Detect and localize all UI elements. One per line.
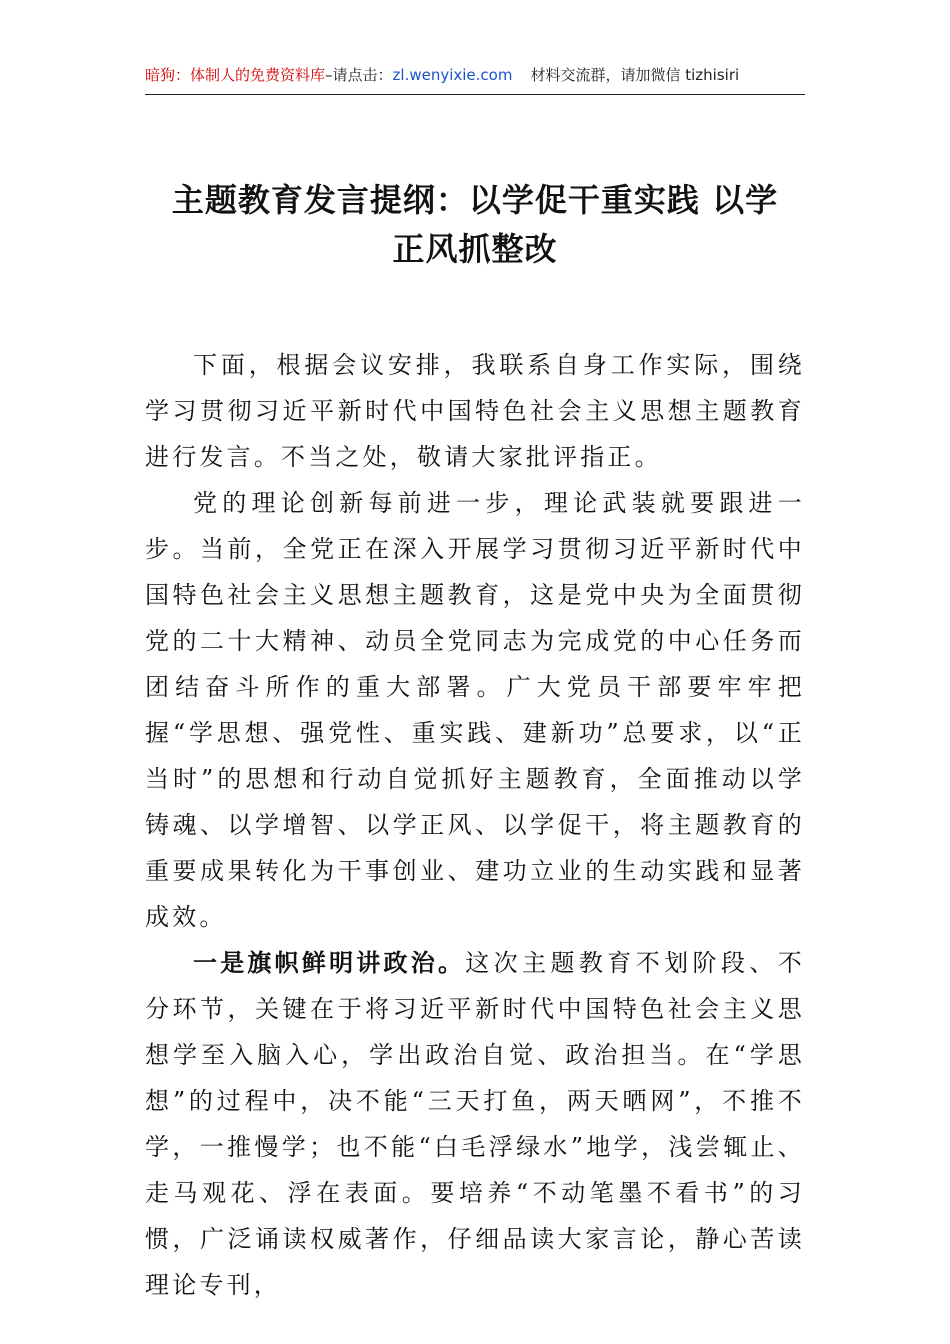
paragraph-context: 党的理论创新每前进一步，理论武装就要跟进一步。当前，全党正在深入开展学习贯彻习近平新时代中国特色社会主义思想主题教育，这是党中央为全面贯彻党的二十大精神、动员全党同志为完成党的中心任务而团结奋斗所作的重大部署。广大党员干部要牢牢把握“学思想、强党性、重实践、建新功”总要求，以“正当时”的思想和行动自觉抓好主题教育，全面推动以学铸魂、以学增智、以学正风、以学促干，将主题教育的重要成果转化为干事创业、建功立业的生动实践和显著成效。 <box>145 489 805 931</box>
header-click-prompt: –请点击： <box>325 66 393 84</box>
section-1-heading: 一是旗帜鲜明讲政治。 <box>193 949 466 977</box>
document-title-line-2: 正风抓整改 <box>392 230 558 268</box>
header-site-link[interactable]: zl.wenyixie.com <box>392 66 513 84</box>
header-site-name: 暗狗：体制人的免费资料库 <box>145 66 326 84</box>
paragraph-section-1 <box>145 940 805 1308</box>
paragraph-intro: 下面，根据会议安排，我联系自身工作实际，围绕学习贯彻习近平新时代中国特色社会主义思想主题教育进行发言。不当之处，敬请大家批评指正。 <box>145 351 805 471</box>
section-1-text: 这次主题教育不划阶段、不分环节，关键在于将习近平新时代中国特色社会主义思想学至入脑入心，学出政治自觉、政治担当。在“学思想”的过程中，决不能“三天打鱼，两天晒网”，不推不学，一推慢学；也不能“白毛浮绿水”地学，浅尝辄止、走马观花、浮在表面。要培养“不动笔墨不看书”的习惯，广泛诵读权威著作，仔细品读大家言论，静心苦读理论专刊， <box>145 949 805 1299</box>
header-wechat-note: 材料交流群，请加微信 tizhisiri <box>530 66 740 84</box>
document-body <box>145 342 805 1308</box>
page-header <box>145 64 805 95</box>
document-title-line-1: 主题教育发言提纲：以学促干重实践 以学 <box>171 181 779 219</box>
